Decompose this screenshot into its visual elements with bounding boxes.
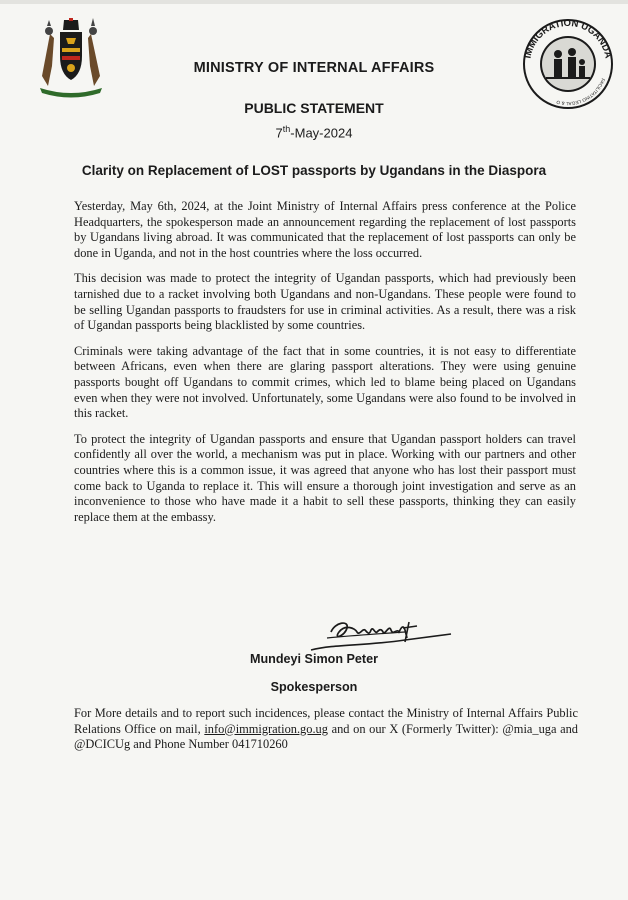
statement-body <box>74 199 576 535</box>
date-suffix: th <box>282 124 291 134</box>
ministry-name: MINISTRY OF INTERNAL AFFAIRS <box>193 60 435 76</box>
body-paragraph: Yesterday, May 6th, 2024, at the Joint Ministry of Internal Affairs press conference at the Police Headquarters, the spokesperson made an announcement regarding the replacement of lost passports by Ugandans living abroad. It was communicated that the replacement of lost passports can only be done in Uganda, and not in the host countries where the loss occurred. <box>74 199 576 260</box>
date-rest: -May-2024 <box>290 125 353 141</box>
statement-date <box>0 124 628 140</box>
handwritten-signature <box>305 610 455 658</box>
document-type: PUBLIC STATEMENT <box>244 100 384 116</box>
svg-text:FACILITATING LEGAL & ORDERLY M: FACILITATING LEGAL & O <box>555 77 606 107</box>
svg-text:IMMIGRATION UGANDA: IMMIGRATION UGANDA <box>522 17 614 60</box>
uganda-coat-of-arms-icon <box>30 16 112 98</box>
contact-email-link[interactable]: info@immigration.go.ug <box>204 721 328 736</box>
signatory-title: Spokesperson <box>270 680 358 694</box>
statement-subject: Clarity on Replacement of LOST passports by Ugandans in the Diaspora <box>81 163 547 178</box>
body-paragraph: This decision was made to protect the integrity of Ugandan passports, which had previously been tarnished due to a racket involving both Ugandans and non-Ugandans. These people were found to be selling Ugandan passports to fraudsters for use in criminal activities. As a result, there was a risk of Ugandan passports being blacklisted by some countries. <box>74 271 576 333</box>
contact-text-continued: and on our X (Formerly Twitter): @mia_uga and @DCICUg and Phone Number 041710260 <box>74 721 579 752</box>
paper-edge <box>0 0 628 4</box>
contact-details <box>74 706 578 753</box>
signatory-name: Mundeyi Simon Peter <box>249 652 379 666</box>
body-paragraph: To protect the integrity of Ugandan passports and ensure that Ugandan passport holders can travel confidently all over the world, a mechanism was put in place. Working with our partners and other countries where this is a common issue, it was agreed that anyone who has lost their passport must come back to Uganda to replace it. This will ensure a thorough joint investigation and serve as an inconvenience to those who have made it a habit to sell these passports, thinking they can easily replace them at the embassy. <box>74 431 576 524</box>
body-paragraph: Criminals were taking advantage of the fact that in some countries, it is not easy to differentiate between Africans, even when there are glaring passport alterations. They were using genuine passports bought off Ugandans to commit crimes, which led to blame being placed on Ugandans even when they were not involved. Unfortunately, some Ugandans were also found to be involved in this racket. <box>74 343 576 421</box>
contact-text: For More details and to report such incidences, please contact the Ministry of Internal Affairs Public Relations Office on mail, <box>74 706 578 736</box>
date-day: 7 <box>275 125 283 141</box>
